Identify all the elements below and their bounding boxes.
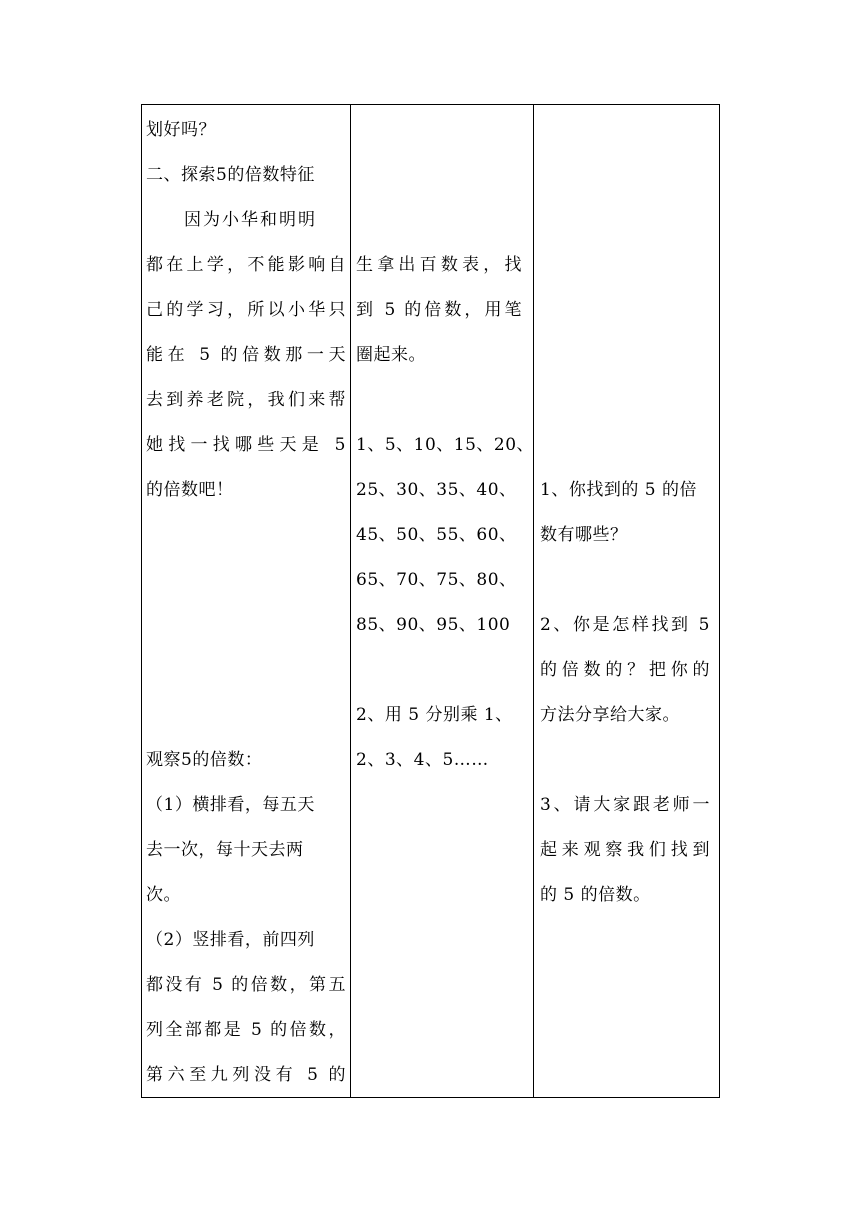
content-line: 65、70、75、80、 [356,570,517,590]
teacher-questions-cell [540,105,716,1097]
lesson-plan-table [141,104,720,1098]
teaching-content-cell [146,105,348,1097]
content-line: 起来观察我们找到 [540,840,710,860]
content-line: 能在 5 的倍数那一天 [146,345,346,365]
content-line: 都没有 5 的倍数，第五 [146,975,346,995]
content-line: 二、探索5的倍数特征 [146,165,315,185]
content-line: 次。 [146,885,181,905]
content-line: 圈起来。 [356,345,426,365]
content-line: （2）竖排看，前四列 [146,930,315,950]
content-line: 去一次，每十天去两 [146,840,304,860]
content-line: 的倍数的？把你的 [540,660,710,680]
content-line: 45、50、55、60、 [356,525,517,545]
content-line: 第六至九列没有 5 的 [146,1065,346,1085]
content-line: 方法分享给大家。 [540,705,680,725]
content-line: 观察5的倍数： [146,750,263,770]
content-line: 己的学习，所以小华只 [146,300,346,320]
content-line: 3、请大家跟老师一 [540,795,710,815]
student-activity-cell [356,105,535,1097]
content-line: 到 5 的倍数，用笔 [356,300,522,320]
content-line: 列全部都是 5 的倍数， [146,1020,346,1040]
content-line: （1）横排看，每五天 [146,795,315,815]
content-line: 的倍数吧！ [146,480,234,500]
content-line: 都在上学，不能影响自 [146,255,346,275]
content-line: 她找一找哪些天是 5 [146,435,346,455]
content-line: 25、30、35、40、 [356,480,517,500]
content-line: 的 5 的倍数。 [540,885,651,905]
content-line: 划好吗？ [146,120,216,140]
content-line: 2、3、4、5…… [356,750,489,770]
content-line: 数有哪些？ [540,525,628,545]
content-line: 去到养老院，我们来帮 [146,390,346,410]
content-line: 2、用 5 分别乘 1、 [356,705,513,725]
column-divider [533,105,534,1097]
content-line: 生拿出百数表，找 [356,255,522,275]
content-line: 2、你是怎样找到 5 [540,615,710,635]
content-line: 1、你找到的 5 的倍 [540,480,697,500]
content-line: 因为小华和明明 [184,210,317,230]
content-line: 1、5、10、15、20、 [356,435,535,455]
content-line: 85、90、95、100 [356,615,511,635]
column-divider [350,105,351,1097]
